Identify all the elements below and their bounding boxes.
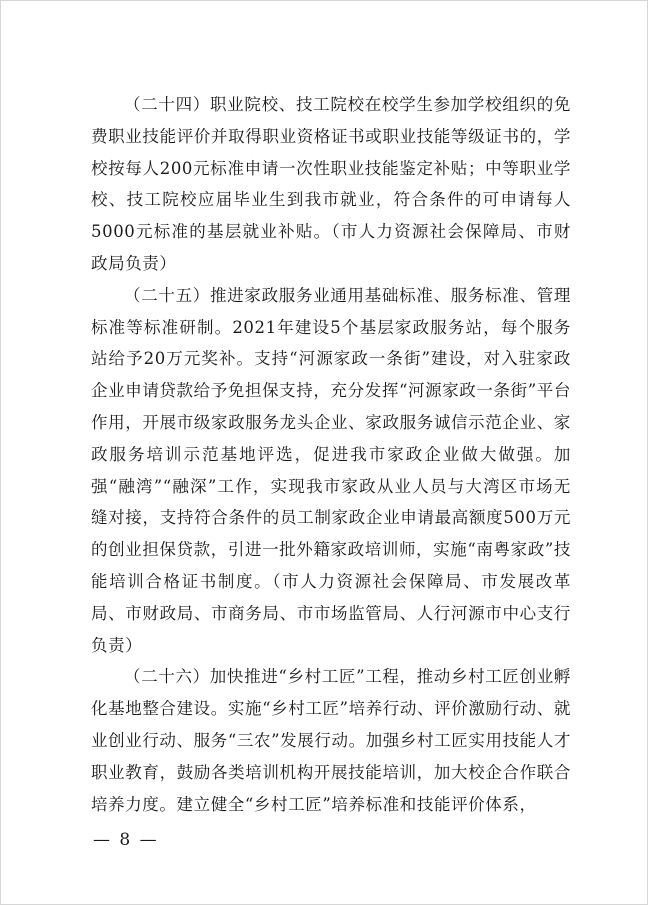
document-body [91,89,571,820]
page-number: — 8 — [93,830,159,850]
paragraph-26: （二十六）加快推进“乡村工匠”工程，推动乡村工匠创业孵化基地整合建设。实施“乡村工匠”培养行动、评价激励行动、就业创业行动、服务“三农”发展行动。加强乡村工匠实用技能人才职业教育，鼓励各类培训机构开展技能培训，加大校企合作联合培养力度。建立健全“乡村工匠”培养标准和技能评价体系， [91,667,571,814]
paragraph-25: （二十五）推进家政服务业通用基础标准、服务标准、管理标准等标准研制。2021年建设5个基层家政服务站，每个服务站给予20万元奖补。支持“河源家政一条街”建设，对入驻家政企业申请贷款给予免担保支持，充分发挥“河源家政一条街”平台作用，开展市级家政服务龙头企业、家政服务诚信示范企业、家政服务培训示范基地评选，促进我市家政企业做大做强。加强“融湾”“融深”工作，实现我市家政从业人员与大湾区市场无缝对接，支持符合条件的员工制家政企业申请最高额度500万元的创业担保贷款，引进一批外籍家政培训师，实施“南粤家政”技能培训合格证书制度。（市人力资源社会保障局、市发展改革局、市财政局、市商务局、市市场监管局、人行河源市中心支行负责） [91,285,571,655]
paragraph-24: （二十四）职业院校、技工院校在校学生参加学校组织的免费职业技能评价并取得职业资格证书或职业技能等级证书的，学校按每人200元标准申请一次性职业技能鉴定补贴；中等职业学校、技工院校应届毕业生到我市就业，符合条件的可申请每人5000元标准的基层就业补贴。（市人力资源社会保障局、市财政局负责） [91,95,571,273]
